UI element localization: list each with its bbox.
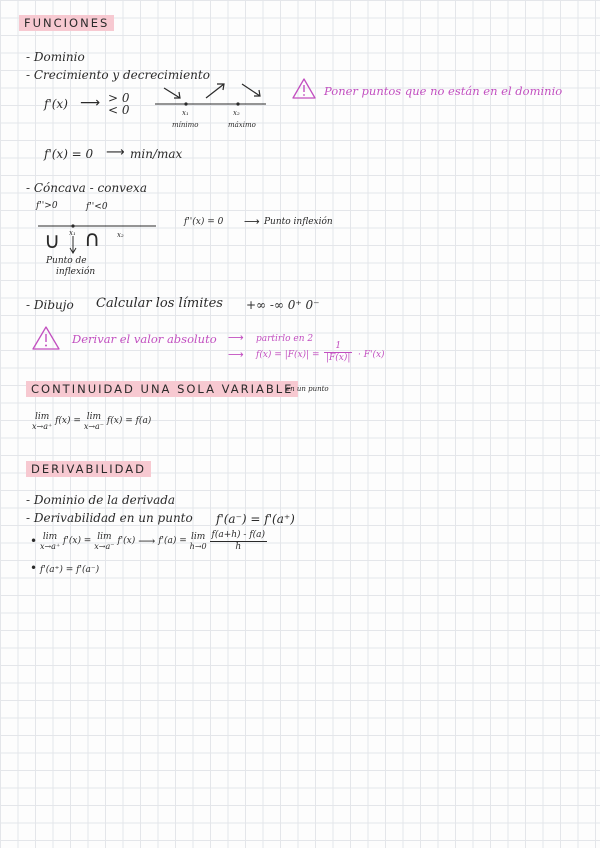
x1-label: x₁ bbox=[182, 109, 189, 117]
right-arrow-icon: ⟶ bbox=[106, 145, 125, 160]
derivative-limit-equation: • lim x→a⁺ f'(x) = lim x→a⁻ f'(x) ⟶ f'(a) = lim h→0 $\frac{f(a+h) - f(a)}{h}$ bbox=[30, 530, 266, 552]
times-fprime: · F'(x) bbox=[358, 350, 385, 360]
lt-zero: < 0 bbox=[108, 103, 130, 117]
right-arrow-icon: ⟶ bbox=[228, 331, 244, 344]
right-arrow-icon: ⟶ bbox=[80, 95, 101, 111]
item-dominio-derivada: - Dominio de la derivada bbox=[26, 493, 176, 507]
section-heading-funciones: FUNCIONES bbox=[19, 15, 114, 31]
x2-label: x₂ bbox=[233, 109, 240, 117]
section-heading-continuidad: CONTINUIDAD UNA SOLA VARIABLE bbox=[26, 381, 298, 397]
right-arrow-icon: ⟶ bbox=[228, 348, 244, 361]
en-un-punto: en un punto bbox=[286, 385, 329, 393]
monotonicity-sketch bbox=[150, 78, 270, 110]
item-concava-convexa: - Cóncava - convexa bbox=[26, 181, 147, 195]
f2-negative: f''<0 bbox=[86, 202, 108, 212]
fprime-zero: f'(x) = 0 bbox=[44, 147, 94, 161]
item-crecimiento: - Crecimiento y decrecimiento bbox=[26, 68, 210, 82]
inflexion-label: inflexión bbox=[56, 267, 96, 277]
minmax-label: min/max bbox=[130, 147, 183, 161]
limit-points: +∞ -∞ 0⁺ 0⁻ bbox=[246, 298, 320, 312]
down-arrow-icon bbox=[69, 236, 77, 256]
continuity-equation: lim x→a⁺ f(x) = lim x→a⁻ f(x) = f(a) bbox=[32, 412, 152, 431]
warning-icon bbox=[292, 78, 316, 99]
concave-cap-symbol: ∩ bbox=[84, 227, 101, 252]
right-arrow-icon: ⟶ bbox=[138, 534, 156, 548]
maximo-label: máximo bbox=[228, 121, 256, 129]
f2-zero: f''(x) = 0 bbox=[184, 217, 224, 227]
item-derivabilidad-punto: - Derivabilidad en un punto bbox=[26, 511, 193, 525]
abs-formula: f(x) = |F(x)| = bbox=[256, 350, 320, 360]
f2-positive: f''>0 bbox=[36, 201, 58, 211]
x2-label: x₂ bbox=[117, 231, 124, 239]
item-dibujo: - Dibujo bbox=[26, 298, 74, 312]
abs-fraction: $\frac{1}{|F(x)|}$ bbox=[326, 341, 351, 363]
item-dominio: - Dominio bbox=[26, 50, 85, 64]
right-left-derivatives: • f'(a⁺) = f'(a⁻) bbox=[30, 561, 100, 575]
x1-label: x₁ bbox=[69, 229, 76, 237]
derivar-valor-absoluto: Derivar el valor absoluto bbox=[72, 332, 217, 346]
right-arrow-icon: ⟶ bbox=[244, 215, 260, 228]
partirlo-label: partirlo en 2 bbox=[256, 334, 314, 344]
punto-inflexion-label: Punto inflexión bbox=[264, 217, 333, 227]
warning-note-dominio: Poner puntos que no están en el dominio bbox=[324, 84, 563, 98]
fprime-label: f'(x) bbox=[44, 97, 68, 111]
convex-cup-symbol: ∪ bbox=[44, 229, 61, 254]
warning-icon bbox=[32, 326, 60, 350]
calcular-limites: Calcular los límites bbox=[96, 296, 223, 311]
lateral-derivatives-equal: f'(a⁻) = f'(a⁺) bbox=[216, 512, 295, 526]
section-heading-derivabilidad: DERIVABILIDAD bbox=[26, 461, 151, 477]
minimo-label: mínimo bbox=[172, 121, 199, 129]
gt-zero: > 0 bbox=[108, 91, 130, 105]
punto-de-label: Punto de bbox=[46, 256, 87, 266]
